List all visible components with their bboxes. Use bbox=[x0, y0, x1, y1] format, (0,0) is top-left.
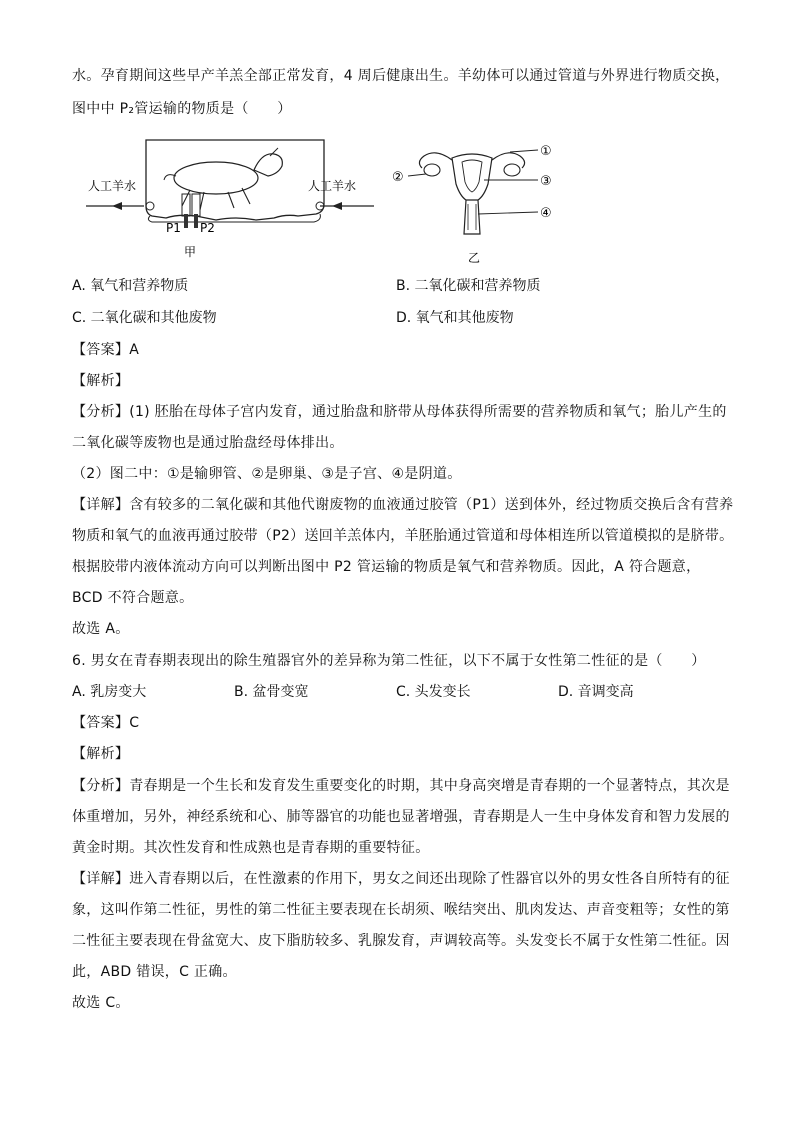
q6-stem: 6. 男女在青春期表现出的除生殖器官外的差异称为第二性征，以下不属于女性第二性征的是（ ） bbox=[72, 653, 706, 669]
figure-left-caption: 甲 bbox=[184, 245, 197, 259]
figure-reproductive bbox=[392, 138, 572, 268]
q5-analysis-line: 【详解】含有较多的二氧化碳和其他代谢废物的血液通过胶管（P1）送到体外，经过物质交换后含有营养 bbox=[72, 497, 734, 513]
p1-label: P1 bbox=[166, 221, 181, 235]
q6-analysis-line: 黄金时期。其次性发育和性成熟也是青春期的重要特征。 bbox=[72, 840, 430, 856]
q6-answer: 【答案】C bbox=[72, 715, 140, 731]
right-fluid-label: 人工羊水 bbox=[308, 179, 357, 193]
figure-right-caption: 乙 bbox=[468, 251, 481, 265]
figure-lamb-bag bbox=[86, 130, 376, 266]
q5-option-d: D. 氧气和其他废物 bbox=[396, 310, 514, 326]
q5-analysis-line: 故选 A。 bbox=[72, 621, 130, 637]
q6-option-b: B. 盆骨变宽 bbox=[234, 684, 309, 700]
label-4: ④ bbox=[540, 206, 552, 221]
q5-analysis-line: 二氧化碳等废物也是通过胎盘经母体排出。 bbox=[72, 435, 344, 451]
label-2: ② bbox=[392, 170, 404, 185]
q5-answer: 【答案】A bbox=[72, 342, 140, 358]
q5-analysis-line: BCD 不符合题意。 bbox=[72, 590, 194, 606]
q5-option-a: A. 氧气和营养物质 bbox=[72, 278, 189, 294]
left-fluid-label: 人工羊水 bbox=[88, 179, 137, 193]
q5-option-b: B. 二氧化碳和营养物质 bbox=[396, 278, 541, 294]
q5-stem-line-2: 图中中 P₂管运输的物质是（ ） bbox=[72, 101, 292, 117]
q5-stem-line-1: 水。孕育期间这些早产羊羔全部正常发育，4 周后健康出生。羊幼体可以通过管道与外界进行物质交换， bbox=[72, 68, 730, 84]
q5-analysis-line: 物质和氧气的血液再通过胶带（P2）送回羊羔体内，羊胚胎通过管道和母体相连所以管道模拟的是脐带。 bbox=[72, 528, 734, 544]
label-1: ① bbox=[540, 144, 552, 159]
q6-analysis-line: 象，这叫作第二性征，男性的第二性征主要表现在长胡须、喉结突出、肌肉发达、声音变粗等；女性的第 bbox=[72, 902, 730, 918]
q5-analysis-heading: 【解析】 bbox=[72, 373, 130, 389]
q6-analysis-heading: 【解析】 bbox=[72, 746, 130, 762]
q5-analysis-line: （2）图二中：①是输卵管、②是卵巢、③是子宫、④是阴道。 bbox=[72, 466, 462, 482]
q6-analysis-line: 【详解】进入青春期以后，在性激素的作用下，男女之间还出现除了性器官以外的男女性各自所特有的征 bbox=[72, 871, 730, 887]
q5-option-c: C. 二氧化碳和其他废物 bbox=[72, 310, 217, 326]
q6-analysis-line: 体重增加，另外，神经系统和心、肺等器官的功能也显著增强，青春期是人一生中身体发育和智力发展的 bbox=[72, 809, 730, 825]
q6-option-a: A. 乳房变大 bbox=[72, 684, 147, 700]
q6-analysis-line: 故选 C。 bbox=[72, 995, 130, 1011]
q6-analysis-line: 【分析】青春期是一个生长和发育发生重要变化的时期，其中身高突增是青春期的一个显著特点，其次是 bbox=[72, 778, 730, 794]
q6-option-d: D. 音调变高 bbox=[558, 684, 634, 700]
q5-analysis-line: 根据胶带内液体流动方向可以判断出图中 P2 管运输的物质是氧气和营养物质。因此，A 符合题意， bbox=[72, 559, 701, 575]
reproductive-diagram bbox=[392, 138, 572, 268]
q5-analysis-line: 【分析】(1) 胚胎在母体子宫内发育，通过胎盘和脐带从母体获得所需要的营养物质和氧气；胎儿产生的 bbox=[72, 404, 727, 420]
lamb-bag-diagram bbox=[86, 130, 376, 266]
p2-label: P2 bbox=[200, 221, 215, 235]
q6-option-c: C. 头发变长 bbox=[396, 684, 471, 700]
q6-analysis-line: 二性征主要表现在骨盆宽大、皮下脂肪较多、乳腺发育，声调较高等。头发变长不属于女性第二性征。因 bbox=[72, 933, 730, 949]
q6-analysis-line: 此，ABD 错误，C 正确。 bbox=[72, 964, 237, 980]
label-3: ③ bbox=[540, 174, 552, 189]
